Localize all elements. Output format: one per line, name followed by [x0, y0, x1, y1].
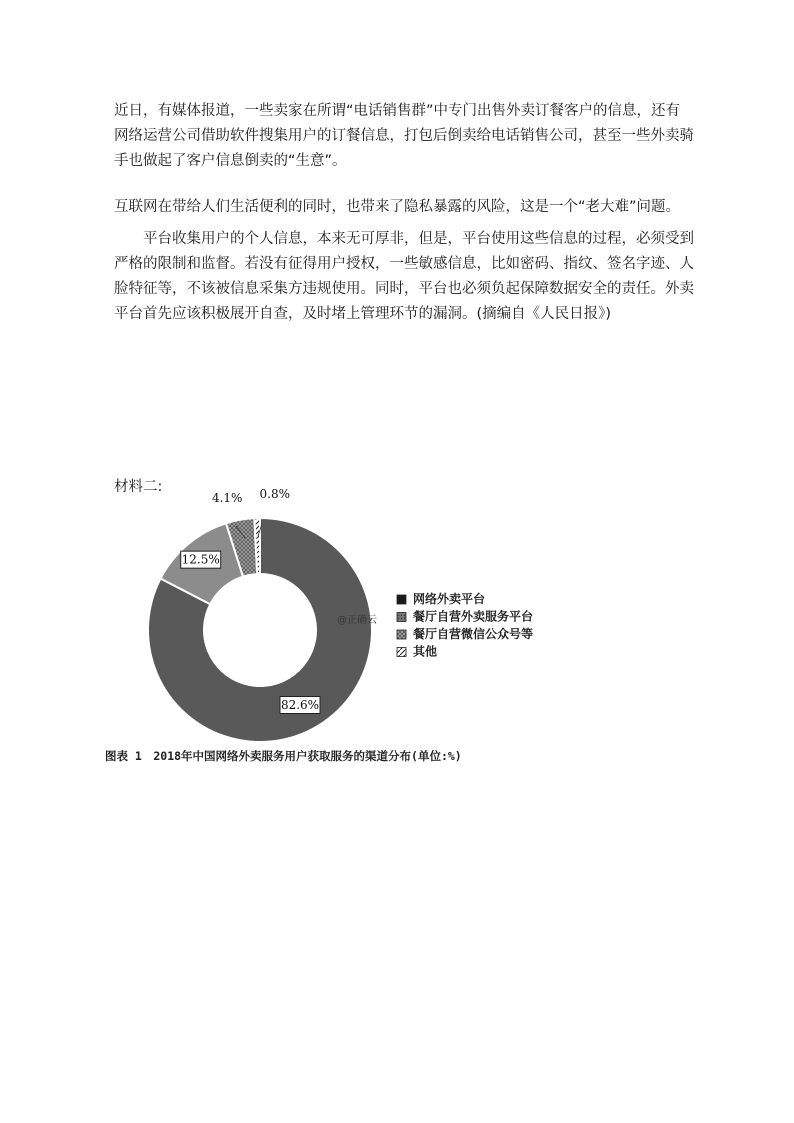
legend-swatch	[397, 630, 406, 639]
text-line: 严格的限制和监督。若没有征得用户授权，一些敏感信息，比如密码、指纹、签名字迹、人	[114, 256, 694, 272]
text-line: 手也做起了客户信息倒卖的“生意”。	[114, 153, 347, 169]
legend-label: 其他	[413, 644, 438, 659]
text-line: 平台首先应该积极展开自查，及时堵上管理环节的漏洞。(摘编自《人民日报》)	[114, 306, 612, 322]
article-paragraph-2	[114, 195, 694, 220]
material-label: 材料二:	[114, 479, 163, 495]
legend-label: 网络外卖平台	[413, 592, 486, 606]
text-line: 近日，有媒体报道，一些卖家在所谓“电话销售群”中专门出售外卖订餐客户的信息，还有	[114, 103, 681, 119]
text-line: 平台收集用户的个人信息，本来无可厚非，但是，平台使用这些信息的过程，必须受到	[114, 231, 694, 247]
article-paragraph-1	[114, 99, 694, 174]
text-line: 脸特征等，不该被信息采集方违规使用。同时，平台也必须负起保障数据安全的责任。外卖	[114, 281, 694, 297]
legend-label: 餐厅自营微信公众号等	[413, 627, 534, 641]
chart-legend	[397, 591, 533, 659]
slice-value-label: 0.8%	[259, 487, 291, 502]
slice-value-label: 12.5%	[181, 552, 220, 567]
legend-label: 餐厅自营外卖服务平台	[413, 609, 534, 624]
legend-swatch	[397, 595, 406, 604]
legend-swatch	[397, 613, 406, 622]
article-paragraph-3	[114, 227, 694, 327]
slice-value-label: 4.1%	[211, 491, 243, 506]
watermark-text: @正确云	[337, 615, 377, 626]
legend-swatch	[397, 648, 406, 657]
slice-value-label: 82.6%	[280, 698, 320, 712]
text-line: 互联网在带给人们生活便利的同时，也带来了隐私暴露的风险，这是一个“老大难”问题。	[114, 199, 681, 215]
text-line: 网络运营公司借助软件搜集用户的订餐信息，打包后倒卖给电话销售公司，甚至一些外卖骑	[114, 128, 694, 144]
chart-caption: 图表 1 2018年中国网络外卖服务用户获取服务的渠道分布(单位:%)	[105, 749, 462, 763]
